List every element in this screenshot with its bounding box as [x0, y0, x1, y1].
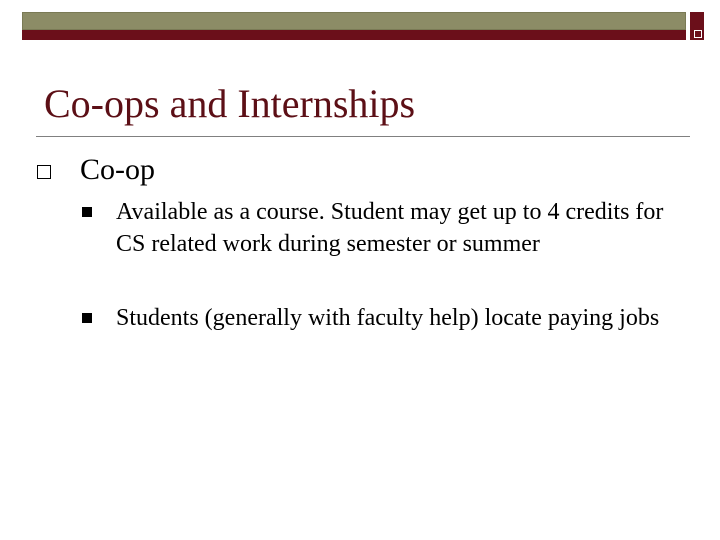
corner-decor [688, 12, 704, 40]
top-decor-stripe [22, 30, 686, 40]
corner-decor-square-icon [694, 30, 702, 38]
top-decor-bar [22, 12, 686, 30]
hollow-square-icon [37, 165, 51, 179]
bullet-coop: Co-op [80, 153, 155, 186]
title-divider [36, 136, 690, 137]
filled-square-icon [82, 207, 92, 217]
sub-bullet-course: Available as a course. Student may get up to 4 credits for CS related work during semester or summer [116, 199, 664, 257]
sub-bullet-jobs: Students (generally with faculty help) locate paying jobs [116, 305, 660, 331]
slide-title: Co-ops and Internships [44, 81, 416, 126]
filled-square-icon [82, 313, 92, 323]
